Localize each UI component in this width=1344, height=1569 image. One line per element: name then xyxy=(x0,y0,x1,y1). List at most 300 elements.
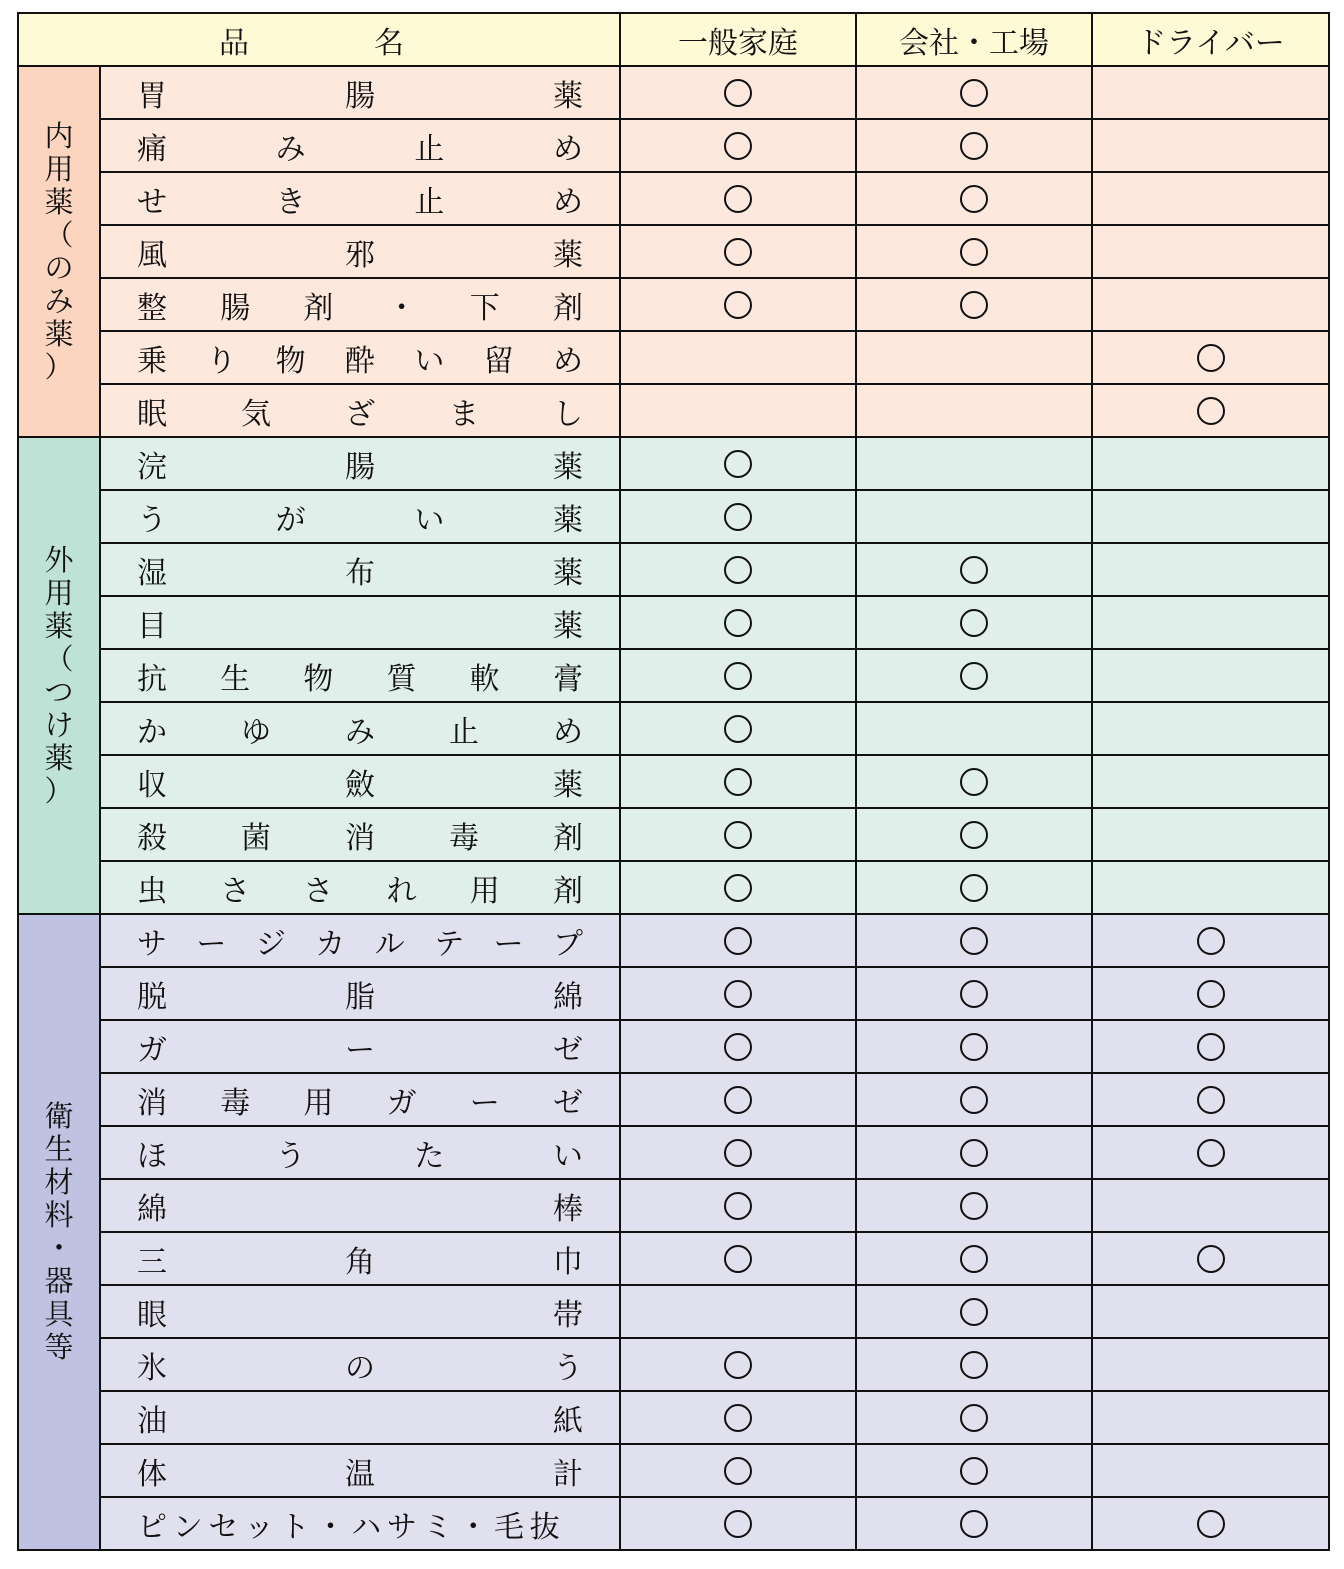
mark-cell-household xyxy=(620,861,856,914)
circle-mark-icon xyxy=(960,238,988,266)
column-header-company-factory: 会社・工場 xyxy=(856,13,1092,66)
item-name-text xyxy=(137,1446,583,1496)
circle-mark-icon xyxy=(724,291,752,319)
item-name xyxy=(100,225,620,278)
mark-cell-household xyxy=(620,755,856,808)
medicine-table xyxy=(17,12,1330,1551)
item-name-char: 腸 xyxy=(345,449,375,485)
mark-cell-driver xyxy=(1092,331,1329,384)
mark-cell-household xyxy=(620,543,856,596)
item-name-char: さ xyxy=(303,873,334,909)
item-name-char: 薬 xyxy=(553,237,583,273)
item-name-char: テ xyxy=(434,926,465,962)
mark-cell-household xyxy=(620,278,856,331)
item-name-char: 薬 xyxy=(553,608,583,644)
item-name-char: 収 xyxy=(137,767,167,803)
item-name-char: プ xyxy=(552,926,583,962)
item-name-char: 用 xyxy=(469,873,500,909)
mark-cell-household xyxy=(620,384,856,437)
table-row xyxy=(18,596,1329,649)
circle-mark-icon xyxy=(960,1086,988,1114)
mark-cell-company-factory xyxy=(856,967,1092,1020)
item-name-text xyxy=(137,969,583,1019)
item-name-char: み xyxy=(275,131,306,167)
mark-cell-driver xyxy=(1092,1285,1329,1338)
item-name-char: 殺 xyxy=(137,820,167,856)
circle-mark-icon xyxy=(1197,980,1225,1008)
item-name-char: 軟 xyxy=(469,661,500,697)
mark-cell-driver xyxy=(1092,596,1329,649)
item-name-char: 綿 xyxy=(137,1191,167,1227)
item-name xyxy=(100,596,620,649)
item-name-char: 眠 xyxy=(137,396,167,432)
item-name xyxy=(100,1444,620,1497)
circle-mark-icon xyxy=(960,927,988,955)
circle-mark-icon xyxy=(960,1192,988,1220)
item-name-text xyxy=(137,280,583,330)
mark-cell-household xyxy=(620,702,856,755)
item-name xyxy=(100,490,620,543)
circle-mark-icon xyxy=(1197,1139,1225,1167)
item-name-text xyxy=(137,1234,583,1284)
table-row xyxy=(18,649,1329,702)
item-name-char: 風 xyxy=(137,237,167,273)
item-name-char: せ xyxy=(137,184,167,220)
circle-mark-icon xyxy=(960,185,988,213)
mark-cell-driver xyxy=(1092,278,1329,331)
item-name-char: 痛 xyxy=(137,131,167,167)
mark-cell-household xyxy=(620,225,856,278)
mark-cell-driver xyxy=(1092,384,1329,437)
circle-mark-icon xyxy=(960,1139,988,1167)
table-row xyxy=(18,1232,1329,1285)
table-row xyxy=(18,1073,1329,1126)
item-name-char: み xyxy=(345,714,375,750)
table-row xyxy=(18,66,1329,119)
table-row xyxy=(18,1497,1329,1550)
item-name-char: 物 xyxy=(275,343,306,379)
item-name-char: ー xyxy=(196,926,227,962)
item-name-char: ジ xyxy=(255,926,286,962)
item-name xyxy=(100,384,620,437)
item-name-full: ピンセット・ハサミ・毛抜 xyxy=(137,1509,566,1545)
table-row xyxy=(18,331,1329,384)
table-row xyxy=(18,1126,1329,1179)
mark-cell-household xyxy=(620,1126,856,1179)
mark-cell-company-factory xyxy=(856,1179,1092,1232)
circle-mark-icon xyxy=(960,291,988,319)
category-text: 外 用 薬 （ つ け 薬 ） xyxy=(44,542,74,808)
mark-cell-company-factory xyxy=(856,1338,1092,1391)
mark-cell-company-factory xyxy=(856,1391,1092,1444)
item-name-text xyxy=(137,545,583,595)
item-name-char: 気 xyxy=(241,396,271,432)
mark-cell-driver xyxy=(1092,66,1329,119)
mark-cell-driver xyxy=(1092,914,1329,967)
category-text: 衛 生 材 料 ・ 器 具 等 xyxy=(44,1099,74,1364)
circle-mark-icon xyxy=(1197,1510,1225,1538)
mark-cell-driver xyxy=(1092,967,1329,1020)
item-name-char: め xyxy=(552,184,583,220)
mark-cell-driver xyxy=(1092,649,1329,702)
circle-mark-icon xyxy=(1197,927,1225,955)
item-name-char: ー xyxy=(345,1032,375,1068)
item-name-char: ほ xyxy=(137,1138,167,1174)
item-name-char: ー xyxy=(493,926,524,962)
item-name-char: 脂 xyxy=(345,979,375,1015)
table-row xyxy=(18,172,1329,225)
mark-cell-driver xyxy=(1092,1232,1329,1285)
item-name xyxy=(100,1338,620,1391)
circle-mark-icon xyxy=(960,1351,988,1379)
circle-mark-icon xyxy=(1197,397,1225,425)
mark-cell-household xyxy=(620,119,856,172)
mark-cell-company-factory xyxy=(856,649,1092,702)
item-name xyxy=(100,543,620,596)
item-name-text xyxy=(137,227,583,277)
item-name xyxy=(100,914,620,967)
mark-cell-company-factory xyxy=(856,119,1092,172)
item-name-char: ガ xyxy=(137,1032,167,1068)
item-name-text xyxy=(137,1181,583,1231)
circle-mark-icon xyxy=(724,874,752,902)
item-name-header-char-2: 名 xyxy=(374,25,404,61)
mark-cell-household xyxy=(620,649,856,702)
table-row xyxy=(18,1179,1329,1232)
table-row xyxy=(18,1285,1329,1338)
circle-mark-icon xyxy=(724,556,752,584)
item-name-text xyxy=(137,810,583,860)
mark-cell-driver xyxy=(1092,225,1329,278)
item-name-text xyxy=(137,598,583,648)
circle-mark-icon xyxy=(724,1351,752,1379)
mark-cell-household xyxy=(620,490,856,543)
table-row xyxy=(18,967,1329,1020)
item-name xyxy=(100,172,620,225)
item-name-char: 腸 xyxy=(220,290,251,326)
item-name-char: 質 xyxy=(386,661,417,697)
item-name-text xyxy=(137,386,583,436)
item-name-char: 三 xyxy=(137,1244,167,1280)
item-name-char: 剤 xyxy=(552,873,583,909)
item-name-char: ル xyxy=(374,926,405,962)
circle-mark-icon xyxy=(724,980,752,1008)
item-name-text xyxy=(137,1022,583,1072)
circle-mark-icon xyxy=(724,1510,752,1538)
item-name-char: 菌 xyxy=(241,820,271,856)
mark-cell-household xyxy=(620,1232,856,1285)
item-name-char: の xyxy=(345,1350,375,1386)
table-row xyxy=(18,914,1329,967)
mark-cell-driver xyxy=(1092,808,1329,861)
mark-cell-driver xyxy=(1092,1073,1329,1126)
circle-mark-icon xyxy=(724,1192,752,1220)
circle-mark-icon xyxy=(724,927,752,955)
circle-mark-icon xyxy=(1197,1245,1225,1273)
circle-mark-icon xyxy=(960,1033,988,1061)
item-name-char: ま xyxy=(449,396,479,432)
item-name-char: 毒 xyxy=(220,1085,251,1121)
circle-mark-icon xyxy=(724,1245,752,1273)
mark-cell-company-factory xyxy=(856,755,1092,808)
mark-cell-driver xyxy=(1092,172,1329,225)
item-name xyxy=(100,437,620,490)
table-row xyxy=(18,702,1329,755)
item-name-char: 温 xyxy=(345,1456,375,1492)
table-row xyxy=(18,543,1329,596)
table-row xyxy=(18,225,1329,278)
item-name-char: め xyxy=(552,343,583,379)
table-row xyxy=(18,384,1329,437)
mark-cell-company-factory xyxy=(856,384,1092,437)
item-name-char: ー xyxy=(469,1085,500,1121)
item-name-char: ゆ xyxy=(241,714,271,750)
item-name-char: 棒 xyxy=(553,1191,583,1227)
item-name xyxy=(100,808,620,861)
item-name-char: し xyxy=(553,396,583,432)
column-header-household: 一般家庭 xyxy=(620,13,856,66)
item-name-char: 紙 xyxy=(553,1403,583,1439)
item-name-char: い xyxy=(414,502,445,538)
item-name-char: カ xyxy=(315,926,346,962)
item-name-char: 体 xyxy=(137,1456,167,1492)
mark-cell-company-factory xyxy=(856,437,1092,490)
item-name-char: 湿 xyxy=(137,555,167,591)
mark-cell-company-factory xyxy=(856,225,1092,278)
mark-cell-driver xyxy=(1092,1444,1329,1497)
item-name-char: 胃 xyxy=(137,78,167,114)
item-name-char: 薬 xyxy=(553,555,583,591)
circle-mark-icon xyxy=(960,609,988,637)
mark-cell-company-factory xyxy=(856,1073,1092,1126)
circle-mark-icon xyxy=(960,768,988,796)
circle-mark-icon xyxy=(960,1457,988,1485)
column-header-driver: ドライバー xyxy=(1092,13,1329,66)
mark-cell-company-factory xyxy=(856,596,1092,649)
item-name-char: 薬 xyxy=(553,78,583,114)
item-name-char: 乗 xyxy=(137,343,167,379)
category-label xyxy=(18,437,100,914)
item-name xyxy=(100,1020,620,1073)
item-name-text xyxy=(137,1128,583,1178)
circle-mark-icon xyxy=(960,1298,988,1326)
item-name-char: 邪 xyxy=(345,237,375,273)
circle-mark-icon xyxy=(724,1086,752,1114)
circle-mark-icon xyxy=(724,1033,752,1061)
circle-mark-icon xyxy=(960,132,988,160)
item-name-text xyxy=(137,651,583,701)
item-name xyxy=(100,278,620,331)
item-name xyxy=(100,1179,620,1232)
item-name-char: 帯 xyxy=(553,1297,583,1333)
mark-cell-driver xyxy=(1092,1179,1329,1232)
item-name-char: 氷 xyxy=(137,1350,167,1386)
item-name-char: い xyxy=(414,343,445,379)
item-name-text xyxy=(137,863,583,913)
circle-mark-icon xyxy=(960,874,988,902)
item-name xyxy=(100,702,620,755)
item-name-char: 生 xyxy=(220,661,251,697)
table-row xyxy=(18,755,1329,808)
item-name-text xyxy=(137,174,583,224)
mark-cell-household xyxy=(620,1073,856,1126)
item-name-char: ゼ xyxy=(553,1032,583,1068)
mark-cell-driver xyxy=(1092,755,1329,808)
circle-mark-icon xyxy=(724,1404,752,1432)
item-name-char: が xyxy=(275,502,306,538)
mark-cell-company-factory xyxy=(856,1497,1092,1550)
item-name-char: 浣 xyxy=(137,449,167,485)
item-name-char: 毒 xyxy=(449,820,479,856)
item-name-char: 斂 xyxy=(345,767,375,803)
mark-cell-driver xyxy=(1092,1497,1329,1550)
item-name-char: 抗 xyxy=(137,661,167,697)
circle-mark-icon xyxy=(724,132,752,160)
mark-cell-company-factory xyxy=(856,1020,1092,1073)
item-name-char: 用 xyxy=(303,1085,334,1121)
item-name-char: 綿 xyxy=(553,979,583,1015)
item-name-text xyxy=(137,1075,583,1125)
mark-cell-company-factory xyxy=(856,543,1092,596)
item-name-header-char-1: 品 xyxy=(219,25,249,61)
mark-cell-driver xyxy=(1092,861,1329,914)
item-name-char: 油 xyxy=(137,1403,167,1439)
category-text: 内 用 薬 （ の み 薬 ） xyxy=(44,118,74,384)
mark-cell-company-factory xyxy=(856,172,1092,225)
item-name-char: 脱 xyxy=(137,979,167,1015)
table-body xyxy=(18,66,1329,1550)
table-row xyxy=(18,437,1329,490)
mark-cell-driver xyxy=(1092,437,1329,490)
item-name-char: 薬 xyxy=(552,502,583,538)
circle-mark-icon xyxy=(960,1404,988,1432)
item-name-char: 物 xyxy=(303,661,334,697)
mark-cell-driver xyxy=(1092,1020,1329,1073)
circle-mark-icon xyxy=(960,556,988,584)
mark-cell-household xyxy=(620,1285,856,1338)
item-name-char: 虫 xyxy=(137,873,167,909)
item-name xyxy=(100,1232,620,1285)
mark-cell-household xyxy=(620,66,856,119)
mark-cell-household xyxy=(620,1497,856,1550)
item-name-char: 角 xyxy=(345,1244,375,1280)
item-name-text xyxy=(137,1393,583,1443)
item-name-char: 下 xyxy=(469,290,500,326)
category-label xyxy=(18,66,100,437)
mark-cell-household xyxy=(620,596,856,649)
item-name xyxy=(100,861,620,914)
circle-mark-icon xyxy=(724,450,752,478)
item-name-char: め xyxy=(553,714,583,750)
item-name-text xyxy=(137,68,583,118)
item-name xyxy=(100,1285,620,1338)
circle-mark-icon xyxy=(960,1245,988,1273)
mark-cell-household xyxy=(620,1020,856,1073)
mark-cell-company-factory xyxy=(856,278,1092,331)
item-name-char: さ xyxy=(220,873,251,909)
mark-cell-household xyxy=(620,437,856,490)
item-name-char: れ xyxy=(386,873,417,909)
circle-mark-icon xyxy=(724,1457,752,1485)
item-name-text xyxy=(137,1287,583,1337)
circle-mark-icon xyxy=(724,715,752,743)
table-row xyxy=(18,490,1329,543)
item-name-char: ガ xyxy=(386,1085,417,1121)
item-name-char: 目 xyxy=(137,608,167,644)
circle-mark-icon xyxy=(960,980,988,1008)
item-name xyxy=(100,1391,620,1444)
item-name xyxy=(100,967,620,1020)
item-name-char: 剤 xyxy=(552,290,583,326)
item-name-char: サ xyxy=(137,926,167,962)
table-row xyxy=(18,119,1329,172)
item-name-char: 止 xyxy=(414,184,445,220)
item-name-text xyxy=(137,704,583,754)
mark-cell-company-factory xyxy=(856,1444,1092,1497)
mark-cell-household xyxy=(620,1179,856,1232)
table-row xyxy=(18,1391,1329,1444)
mark-cell-driver xyxy=(1092,702,1329,755)
item-name-char: う xyxy=(137,502,167,538)
item-name-text xyxy=(137,1340,583,1390)
mark-cell-company-factory xyxy=(856,1232,1092,1285)
mark-cell-driver xyxy=(1092,490,1329,543)
item-name-char: 腸 xyxy=(345,78,375,114)
circle-mark-icon xyxy=(724,662,752,690)
item-name-char: り xyxy=(206,343,237,379)
item-name-char: ・ xyxy=(386,290,417,326)
header-row xyxy=(18,13,1329,66)
mark-cell-company-factory xyxy=(856,66,1092,119)
circle-mark-icon xyxy=(724,1139,752,1167)
item-name-char: 巾 xyxy=(553,1244,583,1280)
mark-cell-household xyxy=(620,1338,856,1391)
item-name xyxy=(100,649,620,702)
mark-cell-household xyxy=(620,1391,856,1444)
item-name-text xyxy=(137,757,583,807)
mark-cell-household xyxy=(620,172,856,225)
circle-mark-icon xyxy=(1197,1033,1225,1061)
item-name xyxy=(100,66,620,119)
item-name xyxy=(100,1126,620,1179)
mark-cell-company-factory xyxy=(856,490,1092,543)
table-row xyxy=(18,1020,1329,1073)
table-row xyxy=(18,278,1329,331)
mark-cell-company-factory xyxy=(856,914,1092,967)
item-name-text xyxy=(137,492,583,542)
mark-cell-company-factory xyxy=(856,1285,1092,1338)
mark-cell-household xyxy=(620,914,856,967)
item-name-text xyxy=(137,333,583,383)
item-name-char: き xyxy=(275,184,306,220)
item-name-char: う xyxy=(275,1138,306,1174)
item-name-char: う xyxy=(553,1350,583,1386)
item-name xyxy=(100,1497,620,1550)
item-name-char: 剤 xyxy=(303,290,334,326)
mark-cell-driver xyxy=(1092,1391,1329,1444)
item-name-char: 布 xyxy=(345,555,375,591)
item-name-char: 留 xyxy=(483,343,514,379)
circle-mark-icon xyxy=(960,79,988,107)
item-name-text xyxy=(137,121,583,171)
mark-cell-company-factory xyxy=(856,808,1092,861)
item-name xyxy=(100,119,620,172)
circle-mark-icon xyxy=(960,821,988,849)
item-name-char: か xyxy=(137,714,167,750)
mark-cell-household xyxy=(620,967,856,1020)
mark-cell-driver xyxy=(1092,543,1329,596)
item-name-char: 消 xyxy=(345,820,375,856)
